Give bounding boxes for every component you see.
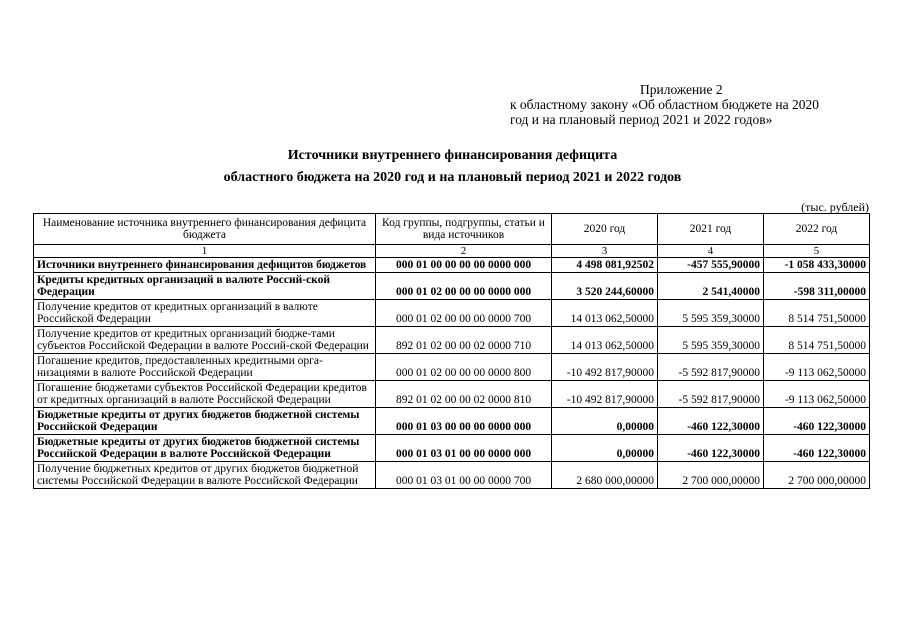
value-2022: 2 700 000,00000 [764,462,870,489]
value-2022: 8 514 751,50000 [764,327,870,354]
value-2021: -460 122,30000 [658,435,764,462]
header-row [34,214,870,245]
value-2021: 2 700 000,00000 [658,462,764,489]
value-2022: 8 514 751,50000 [764,300,870,327]
table-row [34,381,870,408]
appendix-note [510,82,872,127]
source-name: Получение бюджетных кредитов от других бюджетов бюджетной системы Российской Федерации в валюте Российской Федерации [34,462,376,489]
source-name: Бюджетные кредиты от других бюджетов бюджетной системы Российской Федерации [34,408,376,435]
header-2020: 2020 год [552,214,658,245]
source-name: Источники внутреннего финансирования дефицитов бюджетов [34,258,376,273]
appendix-line-2: к областному закону «Об областном бюджете на 2020 [510,97,819,112]
source-name: Получение кредитов от кредитных организаций в валюте Российской Федерации [34,300,376,327]
value-2020: -10 492 817,90000 [552,381,658,408]
table-row [34,300,870,327]
value-2021: 2 541,40000 [658,273,764,300]
value-2021: -5 592 817,90000 [658,381,764,408]
financing-sources-table [33,213,870,489]
value-2022: -598 311,00000 [764,273,870,300]
column-number: 1 [34,245,376,258]
appendix-line-3: год и на плановый период 2021 и 2022 годов» [510,112,773,127]
value-2020: 14 013 062,50000 [552,327,658,354]
source-code: 892 01 02 00 00 02 0000 710 [376,327,552,354]
value-2022: -460 122,30000 [764,408,870,435]
title-line-1: Источники внутреннего финансирования дефицита [287,148,618,163]
value-2021: 5 595 359,30000 [658,300,764,327]
source-code: 000 01 03 00 00 00 0000 000 [376,408,552,435]
source-name: Кредиты кредитных организаций в валюте Россий-ской Федерации [34,273,376,300]
column-number: 3 [552,245,658,258]
value-2021: 5 595 359,30000 [658,327,764,354]
table-row [34,327,870,354]
value-2022: -1 058 433,30000 [764,258,870,273]
column-number-row [34,245,870,258]
table-row [34,258,870,273]
value-2020: 0,00000 [552,408,658,435]
value-2022: -9 113 062,50000 [764,381,870,408]
source-code: 000 01 03 01 00 00 0000 700 [376,462,552,489]
table-row [34,435,870,462]
header-name: Наименование источника внутреннего финансирования дефицита бюджета [34,214,376,245]
source-code: 000 01 00 00 00 00 0000 000 [376,258,552,273]
source-code: 000 01 02 00 00 00 0000 000 [376,273,552,300]
value-2022: -9 113 062,50000 [764,354,870,381]
source-code: 000 01 02 00 00 00 0000 700 [376,300,552,327]
column-number: 4 [658,245,764,258]
table-row [34,408,870,435]
source-name: Погашение кредитов, предоставленных кредитными орга-низациями в валюте Российской Федерации [34,354,376,381]
value-2021: -5 592 817,90000 [658,354,764,381]
value-2022: -460 122,30000 [764,435,870,462]
value-2020: 3 520 244,60000 [552,273,658,300]
value-2020: 14 013 062,50000 [552,300,658,327]
unit-label: (тыс. рублей) [801,200,869,214]
source-code: 000 01 02 00 00 00 0000 800 [376,354,552,381]
value-2021: -460 122,30000 [658,408,764,435]
title-line-2: областного бюджета на 2020 год и на плановый период 2021 и 2022 годов [223,170,682,185]
header-2022: 2022 год [764,214,870,245]
value-2021: -457 555,90000 [658,258,764,273]
column-number: 2 [376,245,552,258]
document-title [0,145,905,189]
table-row [34,462,870,489]
value-2020: 2 680 000,00000 [552,462,658,489]
table-row [34,354,870,381]
appendix-line-1: Приложение 2 [640,82,723,97]
header-2021: 2021 год [658,214,764,245]
source-name: Погашение бюджетами субъектов Российской Федерации кредитов от кредитных организаций в валюте Российской Федерации [34,381,376,408]
source-name: Бюджетные кредиты от других бюджетов бюджетной системы Российской Федерации в валюте Российской Федерации [34,435,376,462]
source-name: Получение кредитов от кредитных организаций бюдже-тами субъектов Российской Федерации в валюте Россий-ской Федерации [34,327,376,354]
source-code: 000 01 03 01 00 00 0000 000 [376,435,552,462]
source-code: 892 01 02 00 00 02 0000 810 [376,381,552,408]
table-row [34,273,870,300]
value-2020: 4 498 081,92502 [552,258,658,273]
value-2020: 0,00000 [552,435,658,462]
value-2020: -10 492 817,90000 [552,354,658,381]
header-code: Код группы, подгруппы, статьи и вида источников [376,214,552,245]
column-number: 5 [764,245,870,258]
